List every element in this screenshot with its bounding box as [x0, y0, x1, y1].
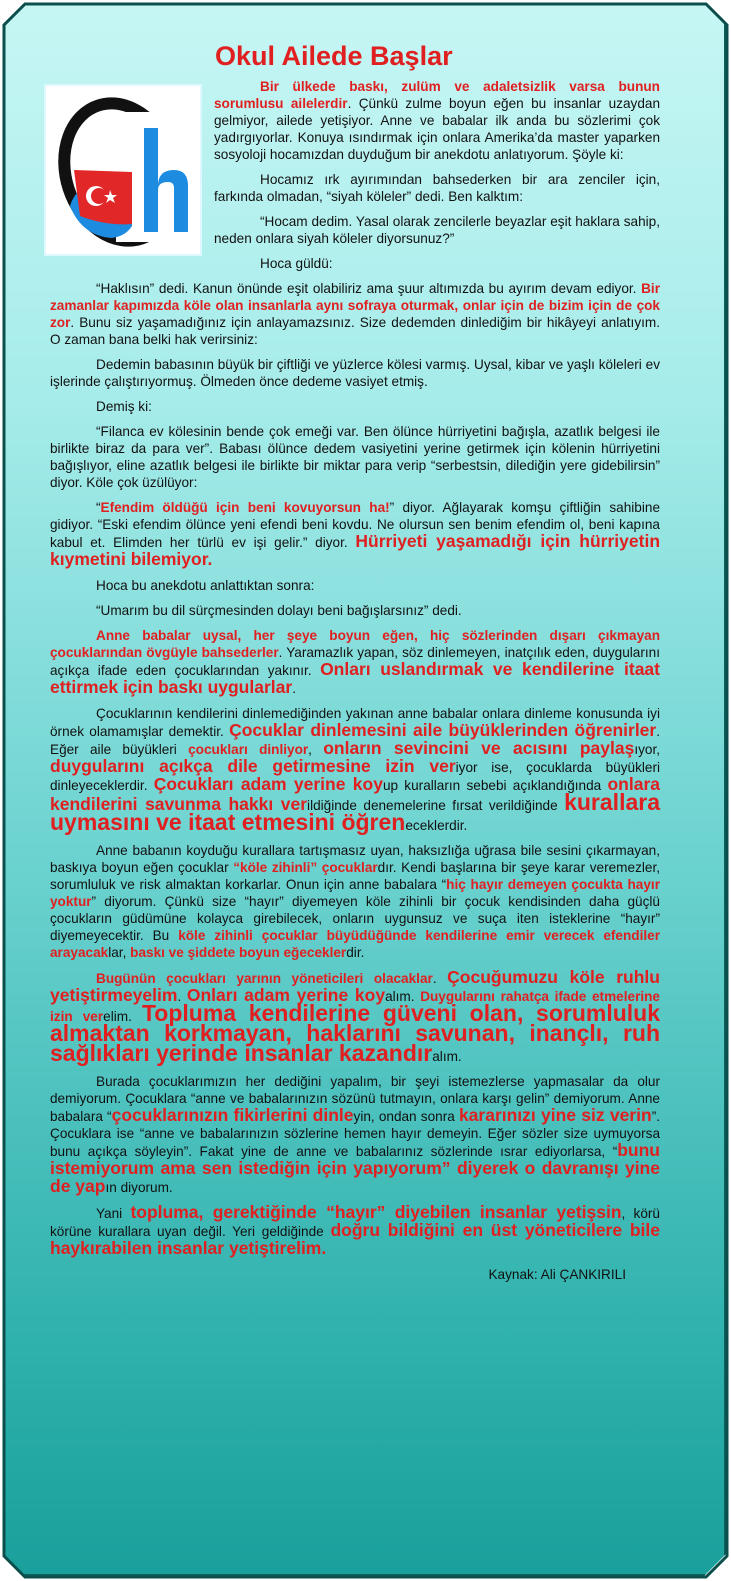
highlighted-text: Bir zamanlar kapımızda köle olan insanlarla aynı sofraya oturmak, onlar için de bizim için de çok zor	[50, 281, 660, 330]
highlighted-text: Duygularını rahatça ifade etmelerine izin ver	[50, 989, 660, 1024]
text-run: lar,	[108, 945, 131, 960]
text-run: . Bunu siz yaşamadığınız için anlayamazsınız. Size dedemden dinlediğim bir hikâyeyi anlatıyım. O zaman bana belki hak verirsiniz:	[50, 315, 660, 347]
paragraph	[50, 842, 660, 961]
highlighted-text: Onları uslandırmak ve kendilerine itaat ettirmek için baskı uygularlar	[50, 659, 660, 697]
paragraph	[50, 1073, 660, 1196]
highlighted-text: topluma, gerektiğinde “hayır” diyebilen insanlar yetişsin	[130, 1202, 622, 1222]
paragraph	[50, 577, 660, 594]
article	[50, 40, 660, 1291]
paragraph	[50, 627, 660, 697]
logo	[44, 84, 202, 256]
text-run: , körü körüne kurallara uyan değil. Yeri geldiğinde	[50, 1206, 660, 1239]
text-run: Burada çocuklarımızın her dediğini yapalım, bir şeyi istemezlerse yapmasalar da olur demiyorum. Çocuklara “anne ve babalarınızın sözünü tutmayın, onlara karşı gelin” demiyorum. Anne babalara “	[50, 1074, 660, 1124]
text-run: Yani	[96, 1206, 131, 1221]
text-run: ” diyor. Ağlayarak komşu çiftliğin sahibine gidiyor. “Eski efendim ölünce yeni efendi beni kovdu. Ne olursun sen benim efendim ol, beni kapına kabul et. Elimden her türlü ev işi gelir.” diyor.	[50, 500, 660, 550]
highlighted-text: onların sevincini ve acısını paylaş	[323, 738, 635, 758]
highlighted-text: çocukları dinliyor	[188, 742, 309, 757]
text-run: .	[292, 681, 296, 696]
article-title: Okul Ailede Başlar	[215, 41, 453, 71]
text-run: ,	[308, 742, 324, 757]
paragraph	[50, 499, 660, 569]
paragraph	[50, 969, 660, 1065]
highlighted-text: Çocukları adam yerine koy	[153, 774, 383, 794]
text-run: “Umarım bu dil sürçmesinden dolayı beni bağışlarsınız” dedi.	[96, 603, 462, 618]
text-run: .	[432, 971, 448, 986]
text-run: “Hocam dedim. Yasal olarak zencilerle beyazlar eşit haklara sahip, neden onlara siyah köleler diyorsunuz?”	[214, 214, 660, 246]
text-run: alım.	[432, 1049, 462, 1064]
text-run: up kuralların sebebi açıklandığında	[382, 778, 608, 793]
highlighted-text: onlara kendilerini savunma hakkı ver	[50, 774, 660, 814]
highlighted-text: çocuklarınızın fikirlerini dinle	[111, 1105, 354, 1125]
text-run: Demiş ki:	[96, 399, 152, 414]
text-run: Dedemin babasının büyük bir çiftliği ve yüzlerce kölesi varmış. Uysal, kibar ve yaşlı köleleri ev işlerinde çalıştırıyormuş. Ölmeden önce dedeme vasiyet etmiş.	[50, 357, 660, 389]
highlighted-text: Efendim öldüğü için beni kovuyorsun ha!	[100, 500, 390, 515]
text-run: dır. Kendi başlarına bir şeye karar veremezler, sorumluluk ve risk almaktan korkarlar. Onun için anne babalara “	[50, 860, 660, 892]
highlighted-text: baskı ve şiddete boyun eğecekler	[130, 945, 347, 960]
text-run: elim.	[103, 1009, 142, 1024]
highlighted-text: Çocuklar dinlemesini aile büyüklerinden öğrenirler	[229, 720, 657, 740]
text-run: ıyor,	[634, 742, 661, 757]
text-run: ” diyorum. Çünkü size “hayır” diyemeyen köle zihinli bir çocuk kendisinden daha güçlü çocukların güdümüne kolayca girebilecek, onların uygunsuz ve suça iten isteklerine “hayır” diyemeyecektir. Bu	[50, 894, 660, 943]
highlighted-text: köle zihinli çocuklar büyüdüğünde kendilerine emir verecek efendiler arayacak	[50, 928, 660, 960]
text-run: dir.	[346, 945, 365, 960]
highlighted-text: hiç hayır demeyen çocukta hayır yoktur	[50, 877, 660, 909]
text-run: . Eğer aile büyükleri	[50, 724, 660, 757]
text-run: Hocamız ırk ayırımından bahsederken bir ara zenciler için, farkında olmadan, “siyah köleler” dedi. Ben kalktım:	[214, 172, 660, 204]
paragraph	[50, 602, 660, 619]
highlighted-text: Çocuğumuzu köle ruhlu yetiştirmeyelim	[50, 967, 660, 1005]
logo-mark-icon	[46, 86, 200, 254]
highlighted-text: Anne babalar uysal, her şeye boyun eğen, hiç sözlerinden dışarı çıkmayan çocuklarından övgüyle bahsederler	[50, 628, 660, 660]
text-run: . Çünkü zulme boyun eğen bu insanlar uzaydan gelmiyor, ailede yetişiyor. Anne ve babalar ilk anda bu sözlerimi çok yadırgıyorlar. Konuya ısındırmak için onlara Amerika’da master yaparken sosyoloji hocamızdan duyduğum bir anekdotu anlatıyorum. Şöyle ki:	[214, 96, 661, 162]
highlighted-text: duygularını açıkça dile getirmesine izin ver	[50, 756, 456, 776]
highlighted-text: doğru bildiğini en üst yöneticilere bile haykırabilen insanlar yetiştirelim.	[50, 1220, 660, 1258]
text-run: Hoca güldü:	[260, 256, 333, 271]
text-run: .	[177, 989, 187, 1004]
text-run: Anne babanın koyduğu kurallara tartışmasız uyan, haksızlığa uğrasa bile sesini çıkarmayan, baskıya boyun eğen çocuklar	[50, 843, 660, 875]
paragraph	[50, 423, 660, 491]
highlighted-text: “köle zihinli” çocuklar	[233, 860, 378, 875]
highlighted-text: bunu istemiyorum ama sen istediğin için yapıyorum” diyerek o davranışı yine de yap	[50, 1140, 660, 1196]
paragraph	[50, 1204, 660, 1258]
paragraph	[50, 356, 660, 390]
highlighted-text: kurallara uymasını ve itaat etmesini öğren	[50, 789, 660, 835]
highlighted-text: kararınızı yine siz verin	[458, 1105, 652, 1125]
text-run: “	[96, 500, 101, 515]
text-run: Çocuklarının kendilerini dinlemediğinden yakınan anne babalar onlara dinleme konusunda iyi örnek olamamışlar demektir.	[50, 706, 660, 739]
highlighted-text: Topluma kendilerine güveni olan, sorumluluk almaktan korkmayan, haklarını savunan, inançlı, ruh sağlıkları yerinde insanlar kazandır	[50, 1000, 661, 1066]
text-run: iyor ise, çocuklarda büyükleri dinleyeceklerdir.	[50, 760, 660, 793]
text-run: yin, ondan sonra	[353, 1109, 459, 1124]
text-run: ”. Çocuklara ise “anne ve babalarınızın sözlerine hemen hayır demeyin. Eğer sözler size uymuyorsa bunu açıkça söyleyin”. Fakat yine de anne ve babalarınız sözlerinde ısrar ediyorlarsa, “	[50, 1109, 660, 1159]
source-credit: Kaynak: Ali ÇANKIRILI	[488, 1267, 626, 1282]
highlighted-text: Bir ülkede baskı, zulüm ve adaletsizlik varsa bunun sorumlusu ailelerdir	[214, 79, 660, 111]
text-run: Hoca bu anekdotu anlattıktan sonra:	[96, 578, 315, 593]
text-run: “Haklısın” dedi. Kanun önünde eşit olabiliriz ama şuur altımızda bu ayırım devam ediyor.	[96, 281, 642, 296]
paragraph	[50, 398, 660, 415]
paragraph	[50, 705, 660, 834]
text-run: . Yaramazlık yapan, söz dinlemeyen, inatçılık eden, duygularını açıkça ifade eden çocuklarından yakınır.	[50, 645, 661, 678]
text-run: ildiğinde denemelerine fırsat verildiğinde	[307, 798, 565, 813]
highlighted-text: Bugünün çocukları yarının yöneticileri olacaklar	[96, 971, 433, 986]
highlighted-text: Hürriyeti yaşamadığı için hürriyetin kıymetini bilemiyor.	[50, 531, 661, 569]
text-run: “Filanca ev kölesinin bende çok emeği var. Ben ölünce hürriyetini bağışla, azatlık belgesi ile birlikte biraz da para ver”. Babası ölünce dedem vasiyetini yerine getirmek için kölenin hürriyetini bağışlıyor, eline azatlık belgesi ile birlikte bir miktar para verip “serbestsin, dilediğin yere gidebilirsin” diyor. Köle çok üzülüyor:	[50, 424, 660, 490]
paragraph	[50, 280, 660, 348]
text-run: alım.	[385, 989, 421, 1004]
text-run: ın diyorum.	[105, 1180, 173, 1195]
highlighted-text: Onları adam yerine koy	[186, 985, 386, 1005]
text-run: eceklerdir.	[405, 818, 468, 833]
